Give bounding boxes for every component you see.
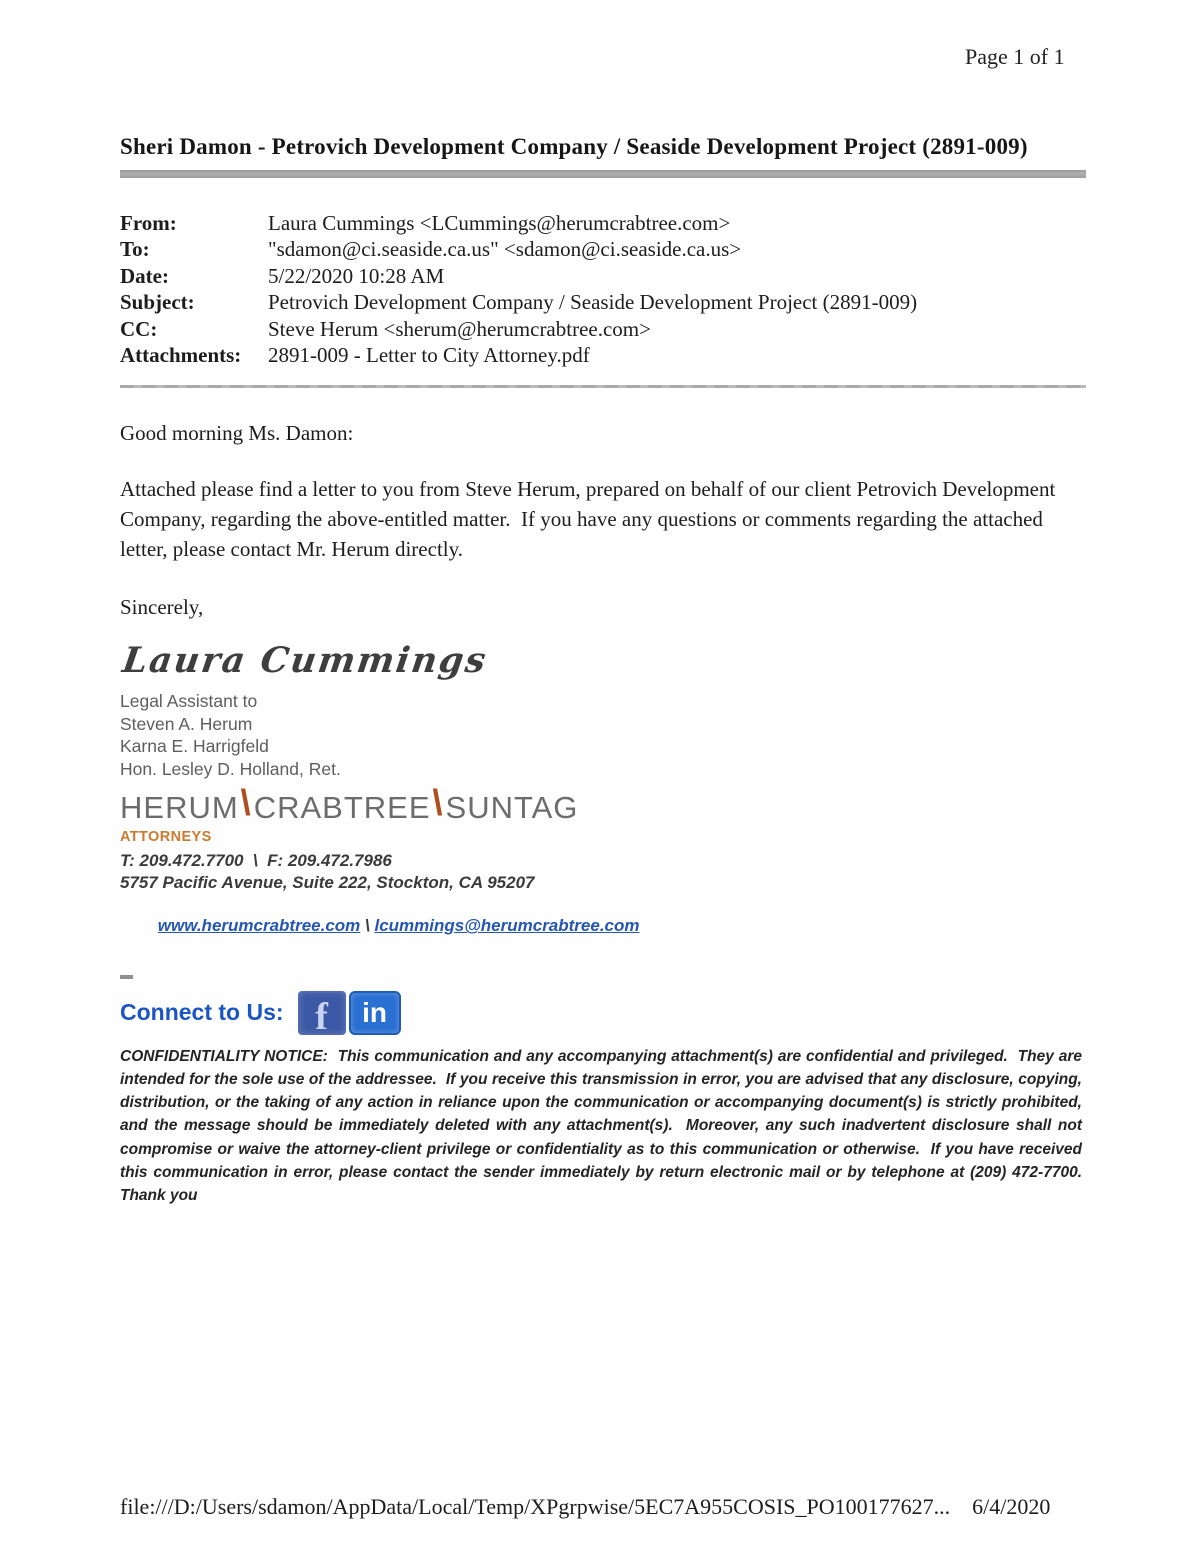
header-value-to: "sdamon@ci.seaside.ca.us" <sdamon@ci.seaside.ca.us> — [268, 237, 742, 262]
signature-role-line: Karna E. Harrigfeld — [120, 736, 269, 757]
firm-tagline: ATTORNEYS — [120, 828, 212, 845]
email-closing: Sincerely, — [120, 594, 204, 619]
email-header-block — [120, 210, 1086, 368]
phone-fax-line: T: 209.472.7700 \ F: 209.472.7986 — [120, 850, 392, 870]
attachment-file-name: 2891-009 - Letter to City Attorney.pdf — [268, 343, 590, 368]
header-row-subject — [120, 289, 1086, 315]
header-label-date: Date: — [120, 263, 169, 288]
page-number-indicator: Page 1 of 1 — [965, 44, 1065, 69]
links-line — [120, 893, 1086, 958]
footer-print-date: 6/4/2020 — [972, 1494, 1051, 1519]
header-row-to — [120, 236, 1086, 262]
firm-logo-word: SUNTAG — [445, 789, 579, 825]
firm-logo — [120, 782, 1086, 826]
title-rule-bar — [120, 170, 1086, 178]
header-label-subject: Subject: — [120, 290, 195, 315]
section-divider-line — [120, 385, 1086, 388]
firm-logo-slash-icon: \ — [432, 782, 444, 824]
confidentiality-notice: CONFIDENTIALITY NOTICE: This communication and any accompanying attachment(s) are confidential and privileged. They are intended for the sole use of the addressee. If you receive this transmission in error, you are advised that any disclosure, copying, distribution, or the taking of any action in reliance upon the communication or accompanying document(s) is strictly prohibited, and the message should be immediately deleted with any attachment(s). Moreover, any such inadvertent disclosure shall not compromise or waive the attorney-client privilege or confidentiality as to this communication or otherwise. If you have received this communication in error, please contact the sender immediately by return electronic mail or by telephone at (209) 472-7700. Thank you — [120, 1047, 1091, 1205]
print-footer — [120, 1494, 1050, 1520]
contact-info-block — [120, 850, 1086, 959]
header-value-subject: Petrovich Development Company / Seaside Development Project (2891-009) — [268, 290, 918, 315]
email-paragraph: Attached please find a letter to you from Steve Herum, prepared on behalf of our client Petrovich Development Company, regarding the above-entitled matter. If you have any questions or comments regarding the attached letter, please contact Mr. Herum directly. — [120, 477, 1061, 562]
signature-role-line: Legal Assistant to — [120, 690, 258, 711]
header-label-cc: CC: — [120, 316, 158, 341]
header-row-cc — [120, 316, 1086, 342]
email-greeting: Good morning Ms. Damon: — [120, 421, 354, 446]
header-label-to: To: — [120, 237, 150, 262]
header-value-date: 5/22/2020 10:28 AM — [268, 263, 445, 288]
header-value-from: Laura Cummings <LCummings@herumcrabtree.com> — [268, 211, 731, 235]
firm-logo-word: HERUM — [120, 789, 239, 825]
header-value-cc: Steve Herum <sherum@herumcrabtree.com> — [268, 316, 651, 341]
link-separator: \ — [360, 916, 375, 936]
connect-to-us-label: Connect to Us: — [120, 999, 284, 1026]
firm-logo-slash-icon: \ — [240, 782, 252, 824]
header-row-date — [120, 263, 1086, 289]
social-icons-group — [298, 991, 401, 1035]
broken-image-placeholder — [120, 975, 133, 979]
document-title: Sheri Damon - Petrovich Development Company / Seaside Development Project (2891-009) — [120, 134, 1028, 159]
connect-social-row — [120, 989, 1086, 1037]
footer-file-path: file:///D:/Users/sdamon/AppData/Local/Temp/XPgrpwise/5EC7A955COSIS_PO100177627... — [120, 1494, 951, 1519]
handwritten-signature: Laura Cummings — [120, 639, 491, 681]
firm-logo-word: CRABTREE — [253, 789, 431, 825]
document-body — [120, 134, 1091, 1207]
signature-role-line: Hon. Lesley D. Holland, Ret. — [120, 759, 341, 780]
header-label-attachments: Attachments: — [120, 343, 242, 368]
firm-website-link[interactable]: www.herumcrabtree.com — [157, 916, 361, 936]
facebook-icon[interactable]: f — [298, 991, 346, 1035]
signature-role-line: Steven A. Herum — [120, 713, 253, 734]
address-line: 5757 Pacific Avenue, Suite 222, Stockton, CA 95207 — [120, 872, 535, 892]
linkedin-icon[interactable]: in — [349, 991, 401, 1035]
header-row-attachments — [120, 342, 1086, 368]
signature-role-block — [120, 690, 1086, 781]
header-label-from: From: — [120, 211, 177, 235]
header-row-from — [120, 210, 1086, 236]
sender-email-link[interactable]: lcummings@herumcrabtree.com — [374, 916, 640, 936]
